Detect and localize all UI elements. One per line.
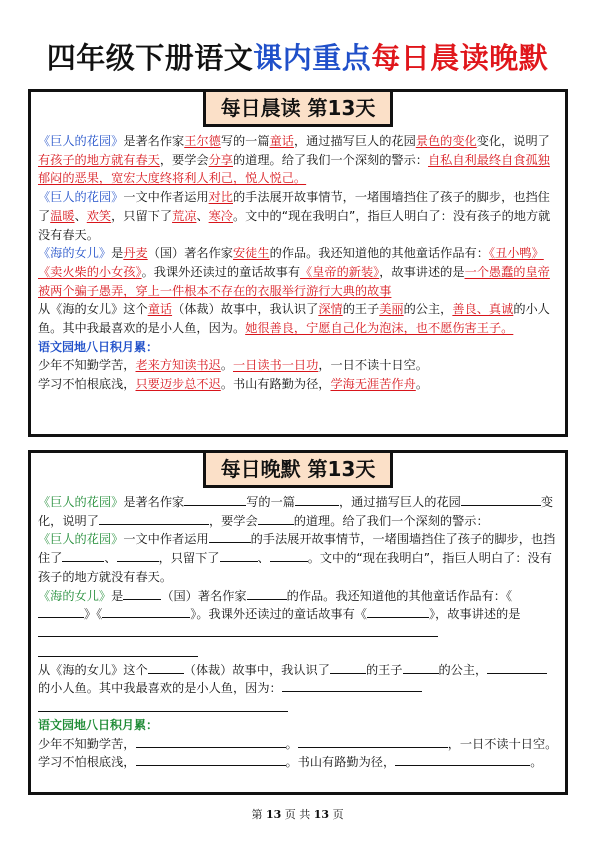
text: ，通过描写巨人的花园	[339, 495, 461, 509]
text: 的小人鱼。其中我最喜欢的是小人鱼，因为。	[38, 302, 550, 336]
fill-blank[interactable]	[295, 493, 339, 506]
text: 的手法展开故事情节，一堵围墙挡住了孩子的脚步，也挡住了	[38, 532, 556, 566]
footer-text: 页 共	[284, 808, 311, 821]
answer: 有孩子的地方就有春天	[38, 152, 160, 167]
text: 是	[111, 246, 124, 261]
book-title: 《巨人的花园》	[38, 190, 124, 205]
fill-blank[interactable]	[148, 661, 184, 674]
fill-blank[interactable]	[38, 605, 84, 618]
morning-paragraph-4	[38, 300, 558, 337]
evening-paragraph-4	[38, 661, 558, 698]
answer: 善良、真诚	[452, 302, 514, 317]
morning-content	[38, 132, 558, 394]
book-title: 《海的女儿》	[38, 588, 112, 603]
answer: 学海无涯苦作舟	[330, 377, 416, 392]
text: 是著名作家	[123, 134, 185, 148]
fill-blank[interactable]	[38, 624, 438, 637]
answer: 寒冷	[208, 208, 233, 223]
fill-blank[interactable]	[367, 605, 429, 618]
text: ，故事讲述的是	[379, 264, 465, 279]
page-footer	[0, 806, 595, 822]
evening-header: 每日晚默 第13天	[203, 450, 393, 488]
morning-paragraph-3	[38, 244, 558, 300]
total-pages: 13	[313, 808, 330, 821]
text: （体裁）故事中，我认识了	[183, 662, 330, 677]
text: 变化，说明了	[476, 134, 550, 148]
fill-blank[interactable]	[184, 493, 246, 506]
answer: 分享	[208, 152, 233, 167]
fill-blank[interactable]	[247, 587, 287, 600]
answer: 老来方知读书迟	[135, 358, 221, 373]
text: 的作品。我还知道他的其他童话作品有：	[269, 246, 489, 261]
text: 。	[220, 358, 233, 373]
text: 变化，说明了	[38, 495, 554, 528]
answer: 只要迈步总不迟	[135, 377, 221, 392]
text: 、	[257, 551, 270, 566]
answer: 王尔德	[184, 134, 221, 148]
fill-blank[interactable]	[136, 735, 286, 748]
text: 的作品。我还知道他的其他童话作品有：	[286, 588, 506, 603]
text: 》《	[84, 607, 103, 622]
answer: 美丽	[379, 302, 404, 317]
answer: 她很善良，宁愿自己化为泡沫，也不愿伤害王子。	[245, 321, 514, 336]
text: ，一日不读十日空。	[318, 358, 428, 373]
book-title: 《海的女儿》	[38, 246, 112, 261]
morning-paragraph-2	[38, 188, 558, 244]
text: 》。我课外还读过的童话故事有《	[190, 607, 367, 622]
text: ，一日不读十日空。	[447, 736, 558, 751]
fill-line[interactable]	[38, 698, 288, 712]
text: 少年不知勤学苦，	[38, 358, 136, 373]
text: 是著名作家	[123, 495, 185, 509]
text: 。书山有路勤为径，	[285, 755, 396, 770]
text: （国）著名作家	[161, 588, 247, 603]
fill-blank[interactable]	[209, 530, 251, 543]
answer: 《皇帝的新装》	[300, 264, 380, 279]
morning-paragraph-1	[38, 132, 558, 188]
fill-blank[interactable]	[258, 512, 294, 525]
evening-paragraph-2	[38, 530, 558, 586]
fill-blank[interactable]	[136, 753, 286, 766]
fill-blank[interactable]	[102, 605, 190, 618]
text: ，要学会	[159, 152, 209, 167]
text: 写的一篇	[220, 134, 270, 148]
text: 。我课外还读过的童话故事有	[141, 264, 301, 279]
text: 少年不知勤学苦，	[38, 736, 136, 751]
morning-poem-line-2	[38, 375, 558, 394]
answer: 温暖	[50, 208, 75, 223]
title-part2: 课内重点	[253, 41, 372, 75]
fill-blank[interactable]	[282, 679, 422, 692]
answer: 丹麦	[123, 246, 148, 261]
evening-dictation-section	[28, 450, 568, 795]
evening-poem-line-2	[38, 753, 558, 772]
text: 《	[506, 588, 513, 603]
text: 、	[74, 208, 87, 223]
text: 。	[285, 736, 298, 751]
fill-blank[interactable]	[220, 549, 258, 562]
book-title: 《巨人的花园》	[38, 495, 124, 509]
evening-section-title: 语文园地八日积月累：	[38, 718, 159, 733]
fill-blank[interactable]	[395, 753, 530, 766]
fill-line[interactable]	[38, 643, 198, 657]
text: 、	[104, 551, 117, 566]
fill-blank[interactable]	[123, 587, 161, 600]
text: ，只留下了	[158, 551, 220, 566]
text: 从《海的女儿》这个	[38, 302, 148, 317]
text: 的公主，	[438, 662, 488, 677]
morning-section-title: 语文园地八日积月累：	[38, 339, 159, 354]
book-title: 《巨人的花园》	[38, 134, 124, 148]
text: 学习不怕根底浅，	[38, 755, 136, 770]
fill-blank[interactable]	[513, 493, 541, 506]
text: 。书山有路勤为径，	[220, 377, 331, 392]
footer-text: 页	[332, 808, 344, 821]
answer: 深情	[318, 302, 343, 317]
text: 的手法展开故事情节，一堵围墙挡住了孩子的脚步，也挡住了	[38, 190, 550, 223]
title-part1: 四年级下册语文	[46, 41, 254, 75]
answer: 童话	[147, 302, 173, 317]
text: 的道理。给了我们一个深刻的警示：	[233, 152, 428, 167]
answer: 自私自利最终自食孤独郁闷的恶果，宽宏大度终将利人利己，悦人悦己。	[38, 152, 550, 186]
fill-blank[interactable]	[330, 661, 366, 674]
answer: 对比	[208, 190, 233, 205]
answer: 《丑小鸭》	[488, 246, 544, 261]
text: 。	[530, 755, 543, 770]
text: 学习不怕根底浅，	[38, 377, 136, 392]
morning-reading-section	[28, 89, 568, 437]
fill-blank[interactable]	[117, 549, 159, 562]
answer: 安徒生	[233, 246, 270, 261]
answer: 童话	[269, 134, 294, 148]
book-title: 《巨人的花园》	[38, 532, 124, 547]
text: （体裁）故事中，我认识了	[172, 302, 319, 317]
text: 。文中的“现在我明白”，指巨人明白了：没有孩子的地方就没有春天。	[38, 208, 551, 242]
fill-blank[interactable]	[298, 735, 448, 748]
evening-content	[38, 493, 558, 772]
text: 一文中作者运用	[123, 190, 209, 205]
text: 的道理。给了我们一个深刻的警示：	[293, 513, 489, 528]
fill-blank[interactable]	[403, 661, 439, 674]
answer: 荒凉	[172, 208, 197, 223]
text: 。	[415, 377, 428, 392]
text: ，要学会	[208, 513, 258, 528]
footer-text: 第	[251, 808, 263, 821]
answer: 景色的变化	[415, 134, 477, 148]
text: （国）著名作家	[147, 246, 233, 261]
page-title	[0, 38, 595, 78]
morning-poem-line-1	[38, 356, 558, 375]
fill-blank[interactable]	[270, 549, 308, 562]
fill-blank[interactable]	[487, 661, 547, 674]
answer: 《卖火柴的小女孩》	[38, 264, 142, 279]
text: ，通过描写巨人的花园	[293, 134, 416, 148]
text: 的王子	[365, 662, 403, 677]
text: 的王子	[342, 302, 380, 317]
text: 写的一篇	[246, 495, 295, 509]
fill-blank[interactable]	[99, 512, 209, 525]
current-page: 13	[265, 808, 282, 821]
text: 从《海的女儿》这个	[38, 662, 148, 677]
text: ，只留下了	[111, 208, 173, 223]
fill-blank[interactable]	[62, 549, 104, 562]
morning-header: 每日晨读 第13天	[203, 89, 393, 127]
text: 》，故事讲述的是	[429, 607, 521, 622]
text: 、	[196, 208, 209, 223]
evening-poem-line-1	[38, 735, 558, 754]
answer: 一个愚蠢的皇帝被两个骗子愚弄，穿上一件根本不存在的衣服举行游行大典的故事	[38, 264, 550, 298]
text: 的公主，	[403, 302, 453, 317]
answer: 一日读书一日功	[233, 358, 319, 373]
fill-blank[interactable]	[461, 493, 513, 506]
title-part3: 每日晨读晚默	[371, 41, 549, 75]
evening-paragraph-1	[38, 493, 558, 530]
text: 。文中的“现在我明白”，指巨人明白了：没有孩子的地方就没有春天。	[38, 551, 552, 584]
evening-paragraph-3	[38, 587, 558, 643]
answer: 欢笑	[86, 208, 112, 223]
text: 是	[111, 588, 124, 603]
text: 一文中作者运用	[123, 532, 209, 547]
text: 的小人鱼。其中我最喜欢的是小人鱼，因为：	[38, 681, 282, 696]
